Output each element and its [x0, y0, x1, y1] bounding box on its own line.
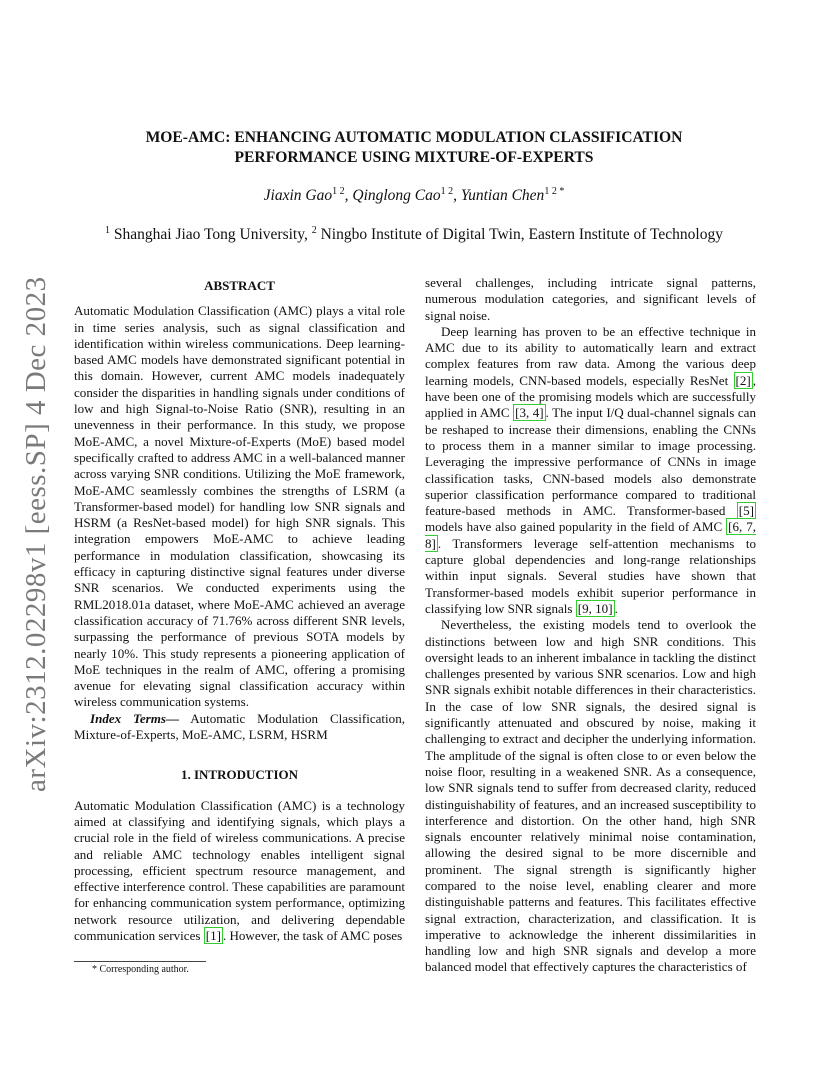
intro-paragraph-1-continued: several challenges, including intricate signal patterns, numerous modulation categories, and significant levels of signal noise.	[425, 275, 756, 323]
intro-p2-text: .	[614, 600, 618, 616]
affil-text-2: Ningbo Institute of Digital Twin, Eastern Institute of Technology	[316, 226, 723, 244]
citation-link[interactable]: [9, 10]	[577, 600, 613, 616]
left-column	[74, 278, 405, 944]
paper-title	[100, 128, 728, 168]
author-name: Jiaxin Gao	[263, 187, 333, 205]
footnote-divider	[74, 961, 206, 962]
intro-paragraph-3: Nevertheless, the existing models tend to overlook the distinctions between low and high SNR conditions. This oversight leads to an inherent imbalance in tackling the distinct challenges presented by various SNR scenarios. Low and high SNR signals exhibit notable differences in their characteristics. In the case of low SNR signals, the desired signal is significantly attenuated and obscured by noise, making it challenging to extract and decipher the underlying information. The amplitude of the signal is often close to or even below the noise floor, resulting in a weakened SNR. As a consequence, low SNR signals tend to suffer from decreased clarity, reduced distinguishability of features, and an increased susceptibility to interference and distortion. On the other hand, high SNR signals encounter relatively minimal noise contamination, allowing the desired signal to be more discernible and prominent. The signal strength is significantly higher compared to the noise level, enabling clearer and more distinguishable patterns and features. This facilitates effective signal extraction, characterization, and classification. It is imperative to acknowledge the inherent dissimilarities in handling low and high SNR signals and develop a more balanced model that effectively captures the characteristics of	[425, 617, 756, 975]
intro-p1-text: Automatic Modulation Classification (AMC) is a technology aimed at classifying and identifying signals, which plays a crucial role in the field of wireless communications. A precise and reliable AMC technology enables intelligent signal processing, efficient spectrum resource management, and effective interference control. These capabilities are paramount for enhancing communication system performance, optimizing network resource utilization, and delivering dependable communication services	[74, 797, 405, 943]
arxiv-sidebar-stamp	[10, 240, 60, 800]
citation-link[interactable]: [6, 7, 8]	[425, 519, 756, 551]
affiliations	[60, 225, 768, 244]
affil-mark-1: 1	[105, 225, 111, 236]
paper-title-line-1: MOE-AMC: ENHANCING AUTOMATIC MODULATION CLASSIFICATION	[145, 129, 683, 146]
footnote-corresponding-author: * Corresponding author.	[92, 964, 189, 975]
author-list	[80, 186, 748, 205]
author-separator: ,	[344, 187, 353, 205]
author-name: Yuntian Chen	[460, 187, 545, 205]
intro-paragraph-1	[74, 798, 405, 945]
introduction-heading: 1. INTRODUCTION	[180, 767, 298, 783]
index-terms	[74, 711, 405, 744]
index-terms-text: Automatic Modulation Classification, Mixture-of-Experts, MoE-AMC, LSRM, HSRM	[74, 710, 405, 743]
intro-p2-text: models have also gained popularity in the field of AMC	[425, 519, 727, 535]
affil-mark-2: 2	[311, 225, 317, 236]
affil-text-1: Shanghai Jiao Tong University,	[110, 226, 312, 244]
citation-link[interactable]: [5]	[738, 503, 754, 519]
right-column	[425, 275, 756, 976]
abstract-heading: ABSTRACT	[204, 278, 275, 293]
intro-p2-text: , have been one of the promising models which are successfully applied in AMC	[425, 372, 756, 421]
citation-link[interactable]: [2]	[735, 372, 751, 388]
paper-title-line-2: PERFORMANCE USING MIXTURE-OF-EXPERTS	[234, 149, 594, 166]
intro-p2-text: . The input I/Q dual-channel signals can be reshaped to increase their dimensions, enabling the CNNs to process them in a manner similar to image processing. Leveraging the impressive performance of CNNs in image classification tasks, CNN-based models also demonstrate superior classification performance compared to traditional feature-based methods in AMC. Transformer-based	[425, 405, 756, 519]
intro-p2-text: Deep learning has proven to be an effective technique in AMC due to its ability to automatically learn and extract complex features from raw data. Among the various deep learning models, CNN-based models, especially ResNet	[425, 323, 756, 388]
intro-p1-text-cont: . However, the task of AMC poses	[222, 927, 403, 943]
index-terms-label: Index Terms—	[90, 710, 179, 726]
citation-link[interactable]: [3, 4]	[515, 405, 544, 421]
author-separator: ,	[453, 187, 461, 205]
citation-link[interactable]: [1]	[205, 927, 221, 943]
author-affil-mark: 1 2	[332, 186, 345, 197]
abstract-text: Automatic Modulation Classification (AMC) plays a vital role in time series analysis, such as signal classification and identification within wireless communications. Deep learning-based AMC models have demonstrated significant potential in this domain. However, current AMC models inadequately consider the disparities in handling signals under conditions of low and high Signal-to-Noise Ratio (SNR), resulting in an unevenness in their performance. In this study, we propose MoE-AMC, a novel Mixture-of-Experts (MoE) based model specifically crafted to address AMC in a well-balanced manner across varying SNR conditions. Utilizing the MoE framework, MoE-AMC seamlessly combines the strengths of LSRM (a Transformer-based model) for handling low SNR signals and HSRM (a ResNet-based model) for high SNR signals. This integration empowers MoE-AMC to achieve leading performance in modulation classification, showcasing its efficacy in capturing distinctive signal features under diverse SNR scenarios. We conducted experiments using the RML2018.01a dataset, where MoE-AMC achieved an average classification accuracy of 71.76% across different SNR levels, surpassing the performance of previous SOTA models by nearly 10%. This study represents a pioneering application of MoE techniques in the realm of AMC, offering a promising avenue for elevating signal classification accuracy within wireless communication systems.	[74, 303, 405, 710]
arxiv-id: arXiv:2312.02298v1 [eess.SP] 4 Dec 2023	[20, 276, 52, 792]
author-affil-mark: 1 2 *	[544, 186, 565, 197]
intro-p2-text: . Transformers leverage self-attention mechanisms to capture global dependencies and long-range relationships within input signals. Several studies have shown that Transformer-based models exhibit superior performance in classifying low SNR signals	[425, 535, 756, 616]
author-name: Qinglong Cao	[352, 187, 441, 205]
author-affil-mark: 1 2	[440, 186, 454, 197]
intro-paragraph-2	[425, 324, 756, 617]
